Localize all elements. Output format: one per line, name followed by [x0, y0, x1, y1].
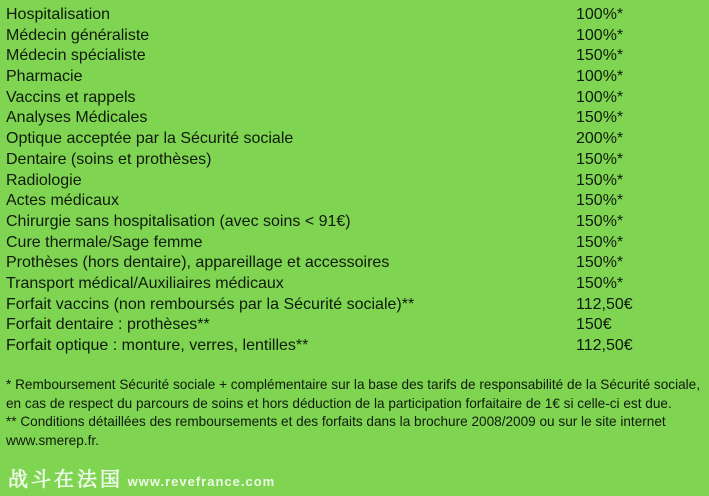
table-row [6, 191, 686, 212]
table-row [6, 88, 686, 109]
row-label: Radiologie [6, 171, 82, 189]
table-row [6, 129, 686, 150]
table-row [6, 253, 686, 274]
table-row [6, 315, 686, 336]
row-label: Vaccins et rappels [6, 88, 136, 106]
row-label: Médecin généraliste [6, 26, 150, 44]
row-label: Chirurgie sans hospitalisation (avec soins < 91€) [6, 212, 351, 230]
watermark-url: www.revefrance.com [127, 474, 276, 489]
row-value: 200%* [576, 130, 624, 148]
watermark-chinese-text: 战斗在法国 [8, 469, 123, 491]
row-value: 100%* [576, 6, 624, 23]
row-label: Analyses Médicales [6, 109, 148, 127]
row-value: 100%* [576, 26, 624, 44]
footnote-double-star: ** Conditions détaillées des remboursements et des forfaits dans la brochure 2008/2009 ou sur le site internet www.smerep.fr. [6, 414, 666, 448]
row-label: Hospitalisation [6, 6, 111, 23]
row-label: Forfait optique : monture, verres, lentilles** [6, 337, 309, 354]
row-value: 150%* [576, 192, 624, 210]
row-value: 150%* [576, 274, 624, 292]
row-value: 150%* [576, 212, 624, 230]
row-label: Forfait dentaire : prothèses** [6, 316, 210, 334]
row-value: 150%* [576, 150, 624, 168]
footnote-single-star: * Remboursement Sécurité sociale + complémentaire sur la base des tarifs de responsabilité de la Sécurité sociale, en cas de respect du parcours de soins et hors déduction de la participation forfaitaire de 1€ si celle-ci est due. [6, 377, 701, 411]
row-value: 112,50€ [576, 295, 633, 313]
row-label: Optique acceptée par la Sécurité sociale [6, 130, 294, 148]
row-value: 112,50€ [576, 337, 633, 354]
table-row [6, 150, 686, 171]
row-label: Dentaire (soins et prothèses) [6, 150, 212, 168]
row-value: 150%* [576, 109, 624, 127]
row-label: Transport médical/Auxiliaires médicaux [6, 274, 284, 292]
row-value: 150%* [576, 171, 624, 189]
table-row [6, 336, 686, 357]
row-value: 100%* [576, 68, 624, 86]
table-row [6, 171, 686, 192]
row-value: 150%* [576, 47, 624, 65]
row-value: 100%* [576, 88, 624, 106]
row-label: Pharmacie [6, 68, 83, 86]
table-row [6, 46, 686, 67]
footnotes [6, 376, 700, 450]
reimbursement-table [6, 5, 686, 357]
row-value: 150%* [576, 233, 624, 251]
table-row [6, 108, 686, 129]
table-row [6, 26, 686, 47]
row-label: Cure thermale/Sage femme [6, 233, 203, 251]
table-row [6, 233, 686, 254]
row-label: Actes médicaux [6, 192, 119, 210]
table-row [6, 5, 686, 26]
table-row [6, 274, 686, 295]
table-row [6, 212, 686, 233]
row-label: Forfait vaccins (non remboursés par la Sécurité sociale)** [6, 295, 415, 313]
row-value: 150€ [576, 316, 612, 334]
row-value: 150%* [576, 254, 624, 272]
row-label: Prothèses (hors dentaire), appareillage et accessoires [6, 254, 390, 272]
watermark [8, 463, 275, 492]
table-row [6, 67, 686, 88]
table-row [6, 295, 686, 316]
row-label: Médecin spécialiste [6, 47, 146, 65]
